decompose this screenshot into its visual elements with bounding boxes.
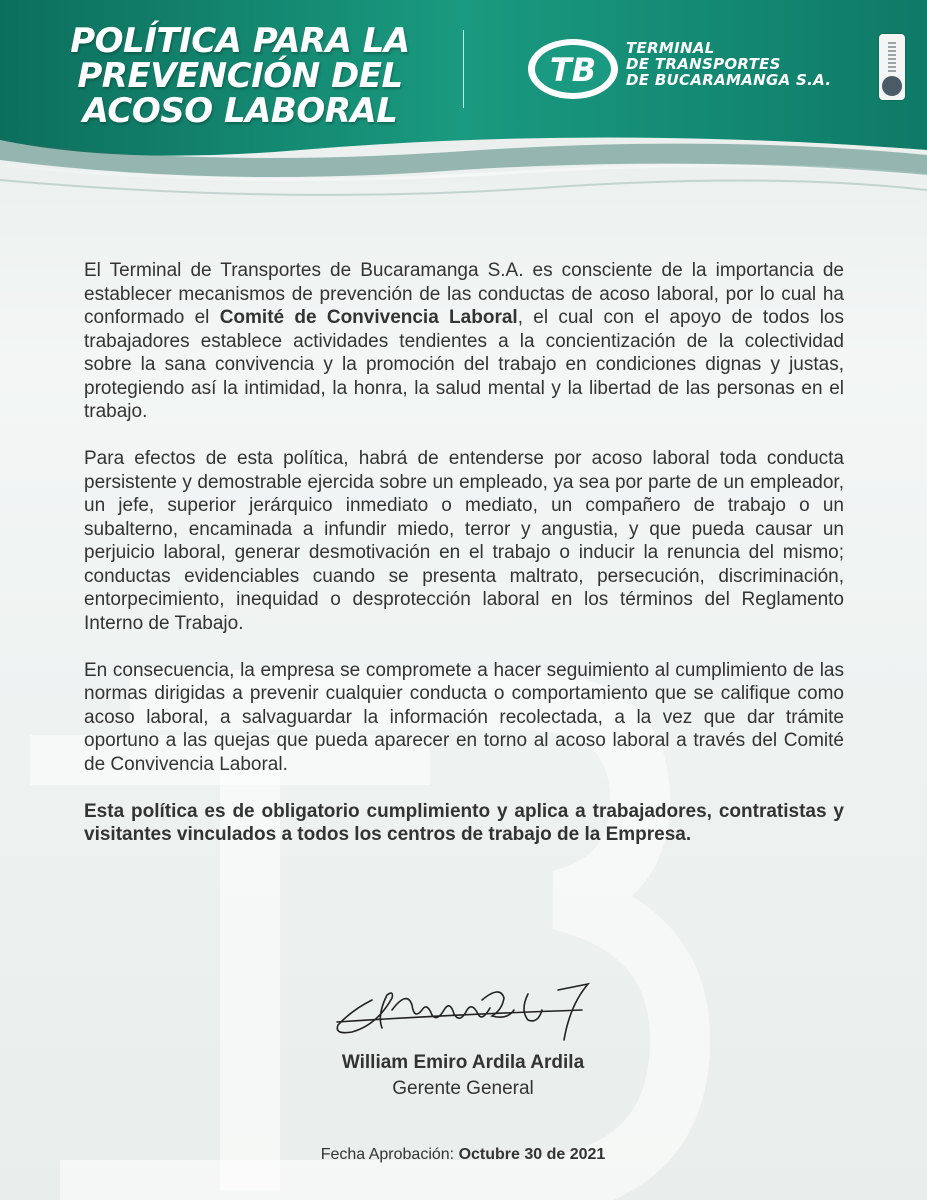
approval-date: Octubre 30 de 2021 bbox=[458, 1146, 606, 1163]
logo-line-1: TERMINAL bbox=[626, 39, 715, 57]
terminal-logo-icon bbox=[527, 38, 619, 100]
signer-role: Gerente General bbox=[392, 1078, 534, 1099]
title-line-2: PREVENCIÓN DEL bbox=[77, 56, 403, 96]
policy-body bbox=[84, 259, 844, 870]
logo-line-3: DE BUCARAMANGA S.A. bbox=[626, 71, 832, 89]
committee-name: Comité de Convivencia Laboral bbox=[219, 307, 518, 328]
approval-date-line bbox=[213, 1146, 713, 1164]
title-line-1: POLÍTICA PARA LA bbox=[70, 21, 410, 61]
signer-name: William Emiro Ardila Ardila bbox=[341, 1052, 585, 1073]
closing-statement: Esta política es de obligatorio cumplimiento y aplica a trabajadores, contratistas y visitantes vinculados a todos los centros de trabajo de la Empresa. bbox=[84, 800, 844, 845]
paragraph-2: Para efectos de esta política, habrá de entenderse por acoso laboral toda conducta persistente y demostrable ejercida sobre un empleado, ya sea por parte de un empleador, un jefe, superior jerárquico inmediato o mediato, un compañero de trabajo o un subalterno, encaminada a infundir miedo, terror y angustia, y que pueda causar un perjuicio laboral, generar desmotivación en el trabajo o inducir la renuncia del mismo; conductas evidenciables cuando se presenta maltrato, persecución, discriminación, entorpecimiento, inequidad o desprotección laboral en los términos del Reglamento Interno de Trabajo. bbox=[84, 448, 844, 634]
paragraph-3: En consecuencia, la empresa se compromete a hacer seguimiento al cumplimiento de las normas dirigidas a prevenir cualquier conducta o comportamiento que se califique como acoso laboral, a salvaguardar la información recolectada, a la vez que dar trámite oportuno a las quejas que pueda aparecer en torno al acoso laboral a través del Comité de Convivencia Laboral. bbox=[84, 659, 844, 775]
title-line-3: ACOSO LABORAL bbox=[82, 91, 398, 131]
header-divider bbox=[463, 30, 464, 108]
company-logo-text bbox=[626, 40, 831, 88]
logo-line-2: DE TRANSPORTES bbox=[626, 55, 781, 73]
paragraph-1: El Terminal de Transportes de Bucaramanga S.A. es consciente de la importancia de establecer mecanismos de prevención de las conductas de acoso laboral, por lo cual ha conformado el Comité de Convivencia Laboral, el cual con el apoyo de todos los trabajadores establece actividades tendientes a la concientización de la colectividad sobre la sana convivencia y la promoción del trabajo en condiciones dignas y justas, protegiendo así la intimidad, la honra, la salud mental y la libertad de las personas en el trabajo. bbox=[84, 260, 844, 422]
handwritten-signature bbox=[332, 980, 594, 1042]
certification-badge-icon bbox=[879, 34, 905, 100]
page-title bbox=[60, 21, 420, 131]
logo-mark-text: TB bbox=[549, 51, 597, 89]
approval-label: Fecha Aprobación: bbox=[320, 1146, 459, 1163]
